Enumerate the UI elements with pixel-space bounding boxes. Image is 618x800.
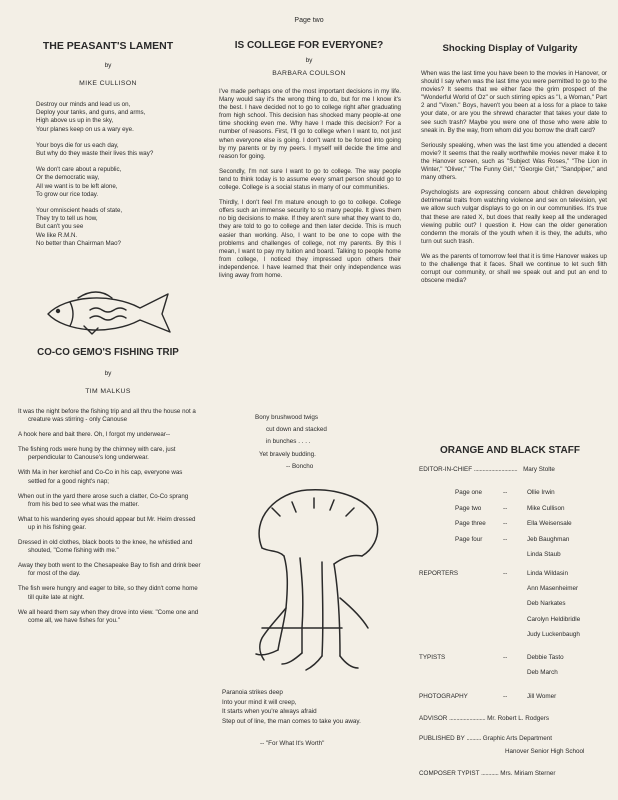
page-editor-name: Linda Staub <box>527 551 561 558</box>
fishing-trip-paragraph: Away they both went to the Chesapeake Bay to fish and drink beer for most of the day. <box>18 562 201 578</box>
photography-dash: -- <box>503 693 508 700</box>
advisor-name: Mr. Robert L. Rodgers <box>487 715 550 722</box>
poem-by: by <box>104 62 112 69</box>
fishing-trip-title: CO-CO GEMO'S FISHING TRIP <box>37 347 179 358</box>
published-label: PUBLISHED BY <box>419 735 465 742</box>
poem-body <box>36 101 206 256</box>
poem-line: To grow our rice today. <box>36 190 99 198</box>
advisor-label: ADVISOR <box>419 715 448 722</box>
college-author: BARBARA COULSON <box>272 70 346 77</box>
staff-composer <box>419 770 556 777</box>
vulgarity-paragraph: Seriously speaking, when was the last time you attended a decent movie? It seems that the really worthwhile movies never make it to the Hanover screen, such as "Subject Was Roses," "The Lion in Winter," "Oliver," "The Funny Girl," "Georgie Girl," "Sandpiper," and many others. <box>421 141 607 182</box>
composer-dots: ............ <box>481 770 499 777</box>
poem-line: They try to tell us how, <box>36 215 98 223</box>
ostrich-illustration <box>222 478 402 683</box>
page-editor-dash: -- <box>503 536 508 543</box>
page-editor-dash: -- <box>503 489 508 496</box>
fishing-trip-paragraph: What to his wandering eyes should appear but Mr. Heim dressed up in his fishing gear. <box>18 515 196 531</box>
college-paragraph: Thirdly, I don't feel I'm mature enough to go to college. College offers such an immense security to so many people. It gives them no big decisions to make. If they aren't sure what they want to do, they are told to go to college and then later decide. This is much easier than working. Also, I want to be one to cope with the problems and challenges of college, not my parents. By this I mean, I want to pay my tuition and board. Talking to people home from college, I noticed they impressed upon others their independence. I have learned that their only independence was living away from home. <box>219 199 401 279</box>
poem-stanza <box>36 101 206 134</box>
poem-stanza <box>36 207 206 248</box>
page-editor-name: Ollie Irwin <box>527 489 555 496</box>
staff-editor <box>419 466 555 473</box>
fishing-trip-paragraph: A hook here and bait there. Oh, I forgot my underwear-- <box>18 431 171 439</box>
typist-name: Debbie Tasto <box>527 654 564 661</box>
photography-label: PHOTOGRAPHY <box>419 693 468 700</box>
staff-published <box>419 735 552 742</box>
fishing-trip-by: by <box>104 370 112 377</box>
staff-advisor <box>419 715 549 722</box>
poem-line: But why do they waste their lives this way? <box>36 150 154 158</box>
composer-label: COMPOSER TYPIST <box>419 770 480 777</box>
college-title: IS COLLEGE FOR EVERYONE? <box>234 40 384 51</box>
fishing-trip-paragraph: Dressed in old clothes, black boots to the knee, he whistled and shouted, "Come fishing with me." <box>18 539 193 555</box>
reporters-label: REPORTERS <box>419 570 459 577</box>
haiku-line: cut down and stacked <box>266 426 327 434</box>
poem-line: High above us up in the sky, <box>36 117 114 125</box>
college-paragraph: I've made perhaps one of the most important decisions in my life. Many would say it's the wrong thing to do, but for me I know it's the best. I have decided not to go to college right after graduating from high school. This decision has shocked many people-at one time shocking even me. Why have I made this decision? For a number of reasons. First, I'll go to college when I want to, not just when everyone else is going. I don't want to be forced into going by my parents or by my peers. I myself will decide the time and reason for going. <box>219 88 401 160</box>
page-editor-dash: -- <box>503 505 508 512</box>
typist-name: Deb March <box>527 669 558 676</box>
paranoia-line: Into your mind it will creep, <box>222 698 297 706</box>
page-editor-name: Ella Weisensale <box>527 520 572 527</box>
fishing-trip-paragraph: It was the night before the fishing trip and all thru the house not a creature was stirring - only Canouse <box>18 408 196 424</box>
vulgarity-title: Shocking Display of Vulgarity <box>442 43 578 54</box>
vulgarity-paragraph: Psychologists are expressing concern about children developing detrimental traits from watching violence and sex on television, yet we allow such vulgar displays to go on in our communities. It's true that these are rated X, but does that really keep all the underaged viewing public out? I question it. How can the older generation condemn the morals of the youth when it is they, the adults, who turn out such trash. <box>421 189 607 245</box>
fishing-trip-paragraph: The fish were hungry and eager to bite, so they didn't come home till quite late at night. <box>18 585 198 601</box>
page-editor-label: Page three <box>455 520 486 527</box>
poem-line: But can't you see <box>36 223 84 231</box>
vulgarity-body <box>421 70 607 292</box>
typists-label: TYPISTS <box>419 654 446 661</box>
page-editor-name: Jeb Baughman <box>527 536 570 543</box>
reporter-name: Carolyn Heldibridle <box>527 616 581 623</box>
college-by: by <box>305 57 313 64</box>
editor-dots: .............................. <box>473 466 518 473</box>
poem-stanza <box>36 142 206 158</box>
college-paragraph: Secondly, I'm not sure I want to go to college. The way people tend to think today is to assume every smart person should go to college. College is a social status in many of our communities. <box>219 167 401 192</box>
poem-line: Your boys die for us each day, <box>36 141 119 149</box>
poem-line: Your planes keep on us a wary eye. <box>36 125 134 133</box>
page-editor-label: Page four <box>455 536 483 543</box>
haiku-line: in bunches . . . . <box>266 438 311 446</box>
poem-line: Deploy your tanks, and guns, and arms, <box>36 109 146 117</box>
haiku-line: Yet bravely budding. <box>259 450 316 458</box>
published-dots: .......... <box>466 735 481 742</box>
editor-label: EDITOR-IN-CHIEF <box>419 466 473 473</box>
fishing-trip-paragraph: With Ma in her kerchief and Co-Co in his cap, everyone was settled for a good night's nap; <box>18 469 183 485</box>
photography-name: Jill Womer <box>527 693 557 700</box>
haiku-author: -- Boncho <box>286 462 314 470</box>
poem-line: Or the democratic way, <box>36 174 100 182</box>
reporter-name: Judy Luckenbaugh <box>527 631 580 638</box>
page-label: Page two <box>294 17 324 24</box>
reporters-dash: -- <box>503 570 508 577</box>
fish-illustration <box>40 288 180 338</box>
advisor-dots: ......................... <box>449 715 486 722</box>
published-name: Graphic Arts Department <box>482 735 553 742</box>
composer-name: Mrs. Miriam Sterner <box>500 770 556 777</box>
paranoia-line: Paranoia strikes deep <box>222 689 283 696</box>
page-editor-name: Mike Cullison <box>527 505 565 512</box>
page-editor-dash: -- <box>503 520 508 527</box>
poem-author: MIKE CULLISON <box>79 80 137 87</box>
paranoia-poem <box>222 688 412 727</box>
poem-title: THE PEASANT'S LAMENT <box>42 40 174 52</box>
page-editor-label: Page one <box>455 489 482 496</box>
vulgarity-paragraph: When was the last time you have been to the movies in Hanover, or should I say when was the last time you were permitted to go to the movies? It seems that we either face the grim prospect of the "Wonderful World of Oz" or such stirring epics as "I, a Woman," Part 2 and "Vixen." Boys, haven't you been at a loss for a place to take your date, or are you the shrewd character that takes your date to see such trash? Maybe you were one of those who were able to sneak in. By the way, from whom did you borrow the draft card? <box>421 70 607 134</box>
reporter-name: Deb Narkates <box>527 600 566 607</box>
fishing-trip-body <box>18 408 202 632</box>
paranoia-source: -- "For What It's Worth" <box>260 740 325 747</box>
fishing-trip-paragraph: When out in the yard there arose such a clatter, Co-Co sprang from his bed to see what was the matter. <box>18 492 189 508</box>
poem-line: No better than Chairman Mao? <box>36 239 121 247</box>
fishing-trip-paragraph: We all heard them say when they drove into view. "Come one and come all, we have fishes for you." <box>18 608 199 624</box>
page-editor-label: Page two <box>455 505 482 512</box>
typists-dash: -- <box>503 654 508 661</box>
staff-title: ORANGE AND BLACK STAFF <box>440 445 580 456</box>
vulgarity-paragraph: We as the parents of tomorrow feel that it is time Hanover wakes up to the challenge that it faces. Shall we continue to let such filth corrupt our community, or shall we speak out and put an end to obscene media? <box>421 252 607 285</box>
poem-stanza <box>36 166 206 199</box>
editor-name: Mary Stolte <box>523 466 555 473</box>
reporter-name: Ann Masenheimer <box>527 585 579 592</box>
haiku <box>255 412 395 473</box>
poem-line: We like R.M.N. <box>36 231 78 239</box>
college-body <box>219 88 401 287</box>
haiku-line: Bony brushwood twigs <box>255 414 319 421</box>
fishing-trip-paragraph: The fishing rods were hung by the chimney with care, just perpendicular to Canouse's long underwear. <box>18 446 176 462</box>
poem-line: Your omniscient heads of state, <box>36 207 123 215</box>
poem-line: We don't care about a republic, <box>36 166 122 174</box>
poem-line: All we want is to be left alone, <box>36 182 118 190</box>
poem-line: Destroy our minds and lead us on, <box>36 101 131 108</box>
paranoia-line: Step out of line, the man comes to take you away. <box>222 718 361 726</box>
published-name: Hanover Senior High School <box>505 748 585 755</box>
paranoia-line: It starts when you're always afraid <box>222 708 317 716</box>
fishing-trip-author: TIM MALKUS <box>85 388 131 395</box>
reporter-name: Linda Wildasin <box>527 570 568 577</box>
